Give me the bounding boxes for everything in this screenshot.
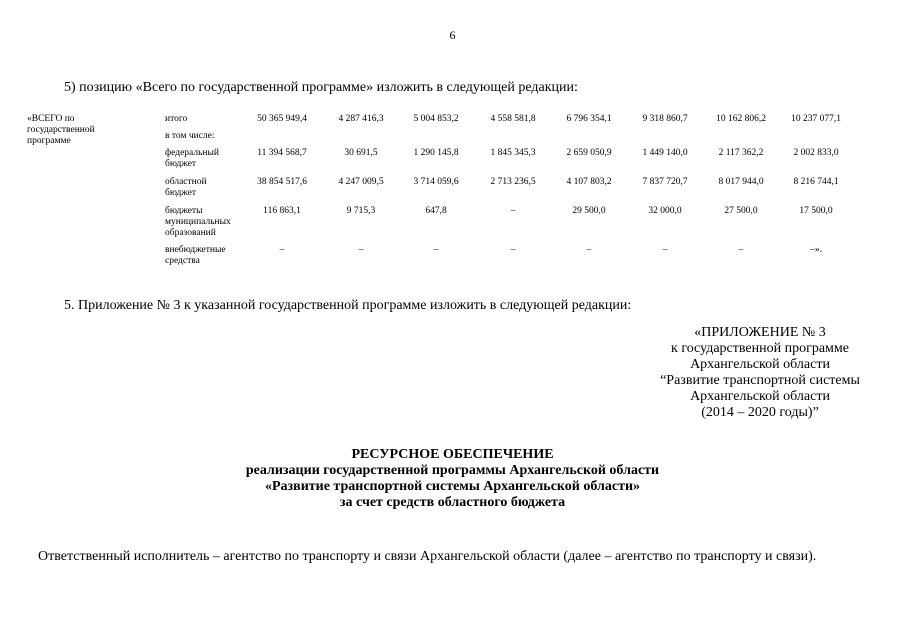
table-cell: –	[586, 245, 592, 255]
table-row	[27, 131, 877, 148]
page-number: 6	[449, 28, 456, 42]
table-cell: 5 004 853,2	[413, 114, 459, 124]
table-cell: 1 290 145,8	[413, 148, 459, 158]
table-cell: 8 017 944,0	[718, 177, 764, 187]
paragraph-6: 5. Приложение № 3 к указанной государственной программе изложить в следующей редакции:	[64, 298, 632, 313]
table-cell: –	[358, 245, 364, 255]
table-cell: 38 854 517,6	[257, 177, 307, 187]
appendix-line: “Развитие транспортной системы	[660, 373, 860, 388]
table-cell: –	[279, 245, 285, 255]
resource-title-line: РЕСУРСНОЕ ОБЕСПЕЧЕНИЕ	[351, 447, 554, 462]
table-cell: –	[662, 245, 668, 255]
row-label: бюджеты муниципальных образований	[165, 206, 231, 238]
table-cell: –	[510, 245, 516, 255]
table-heading: «ВСЕГО по государственной программе	[27, 114, 95, 146]
table-cell: 6 796 354,1	[566, 114, 612, 124]
table-cell: 10 237 077,1	[791, 114, 841, 124]
table-cell: 2 002 833,0	[793, 148, 839, 158]
resource-title-line: за счет средств областного бюджета	[339, 495, 566, 510]
table-cell: 116 863,1	[263, 206, 301, 216]
table-row	[27, 177, 877, 206]
table-cell: 50 365 949,4	[257, 114, 307, 124]
row-label: в том числе:	[165, 131, 215, 141]
row-label: федеральный бюджет	[165, 148, 219, 169]
table-cell: 4 247 009,5	[338, 177, 384, 187]
appendix-line: (2014 – 2020 годы)”	[701, 405, 819, 420]
table-cell: 7 837 720,7	[642, 177, 688, 187]
table-cell: 9 715,3	[346, 206, 376, 216]
table-cell: 4 558 581,8	[490, 114, 536, 124]
table-cell: 10 162 806,2	[716, 114, 766, 124]
responsible-executor: Ответственный исполнитель – агентство по транспорту и связи Архангельской области (далее – агентство по транспорту и связи).	[38, 549, 817, 564]
resource-title-line: «Развитие транспортной системы Архангельской области»	[264, 479, 641, 494]
appendix-line: Архангельской области	[690, 357, 830, 372]
table-row	[27, 206, 877, 245]
total-program-table	[27, 114, 877, 271]
table-cell: 27 500,0	[724, 206, 758, 216]
table-cell: 17 500,0	[799, 206, 833, 216]
table-cell: 8 216 744,1	[793, 177, 839, 187]
appendix-line: к государственной программе	[671, 341, 849, 356]
table-row	[27, 148, 877, 177]
table-row	[27, 245, 877, 271]
table-cell: 4 107 803,2	[566, 177, 612, 187]
appendix-line: Архангельской области	[690, 389, 830, 404]
table-cell: 1 845 345,3	[490, 148, 536, 158]
resource-title	[0, 447, 905, 511]
table-cell: 4 287 416,3	[338, 114, 384, 124]
paragraph-5: 5) позицию «Всего по государственной программе» изложить в следующей редакции:	[64, 80, 578, 95]
table-cell: 647,8	[425, 206, 447, 216]
table-cell: 29 500,0	[572, 206, 606, 216]
appendix-line: «ПРИЛОЖЕНИЕ № 3	[694, 325, 826, 340]
resource-title-line: реализации государственной программы Архангельской области	[245, 463, 660, 478]
table-cell: 2 659 050,9	[566, 148, 612, 158]
table-cell: –	[510, 206, 516, 216]
table-cell: –	[738, 245, 744, 255]
table-cell: –	[433, 245, 439, 255]
table-cell: –».	[810, 245, 822, 255]
table-cell: 1 449 140,0	[642, 148, 688, 158]
table-cell: 3 714 059,6	[413, 177, 459, 187]
row-label: итого	[165, 114, 188, 124]
table-cell: 2 117 362,2	[718, 148, 764, 158]
table-cell: 30 691,5	[344, 148, 378, 158]
appendix-header	[640, 325, 880, 421]
row-label: областной бюджет	[165, 177, 207, 198]
table-cell: 32 000,0	[648, 206, 682, 216]
row-label: внебюджетные средства	[165, 245, 226, 266]
table-cell: 9 318 860,7	[642, 114, 688, 124]
table-cell: 2 713 236,5	[490, 177, 536, 187]
table-cell: 11 394 568,7	[257, 148, 307, 158]
